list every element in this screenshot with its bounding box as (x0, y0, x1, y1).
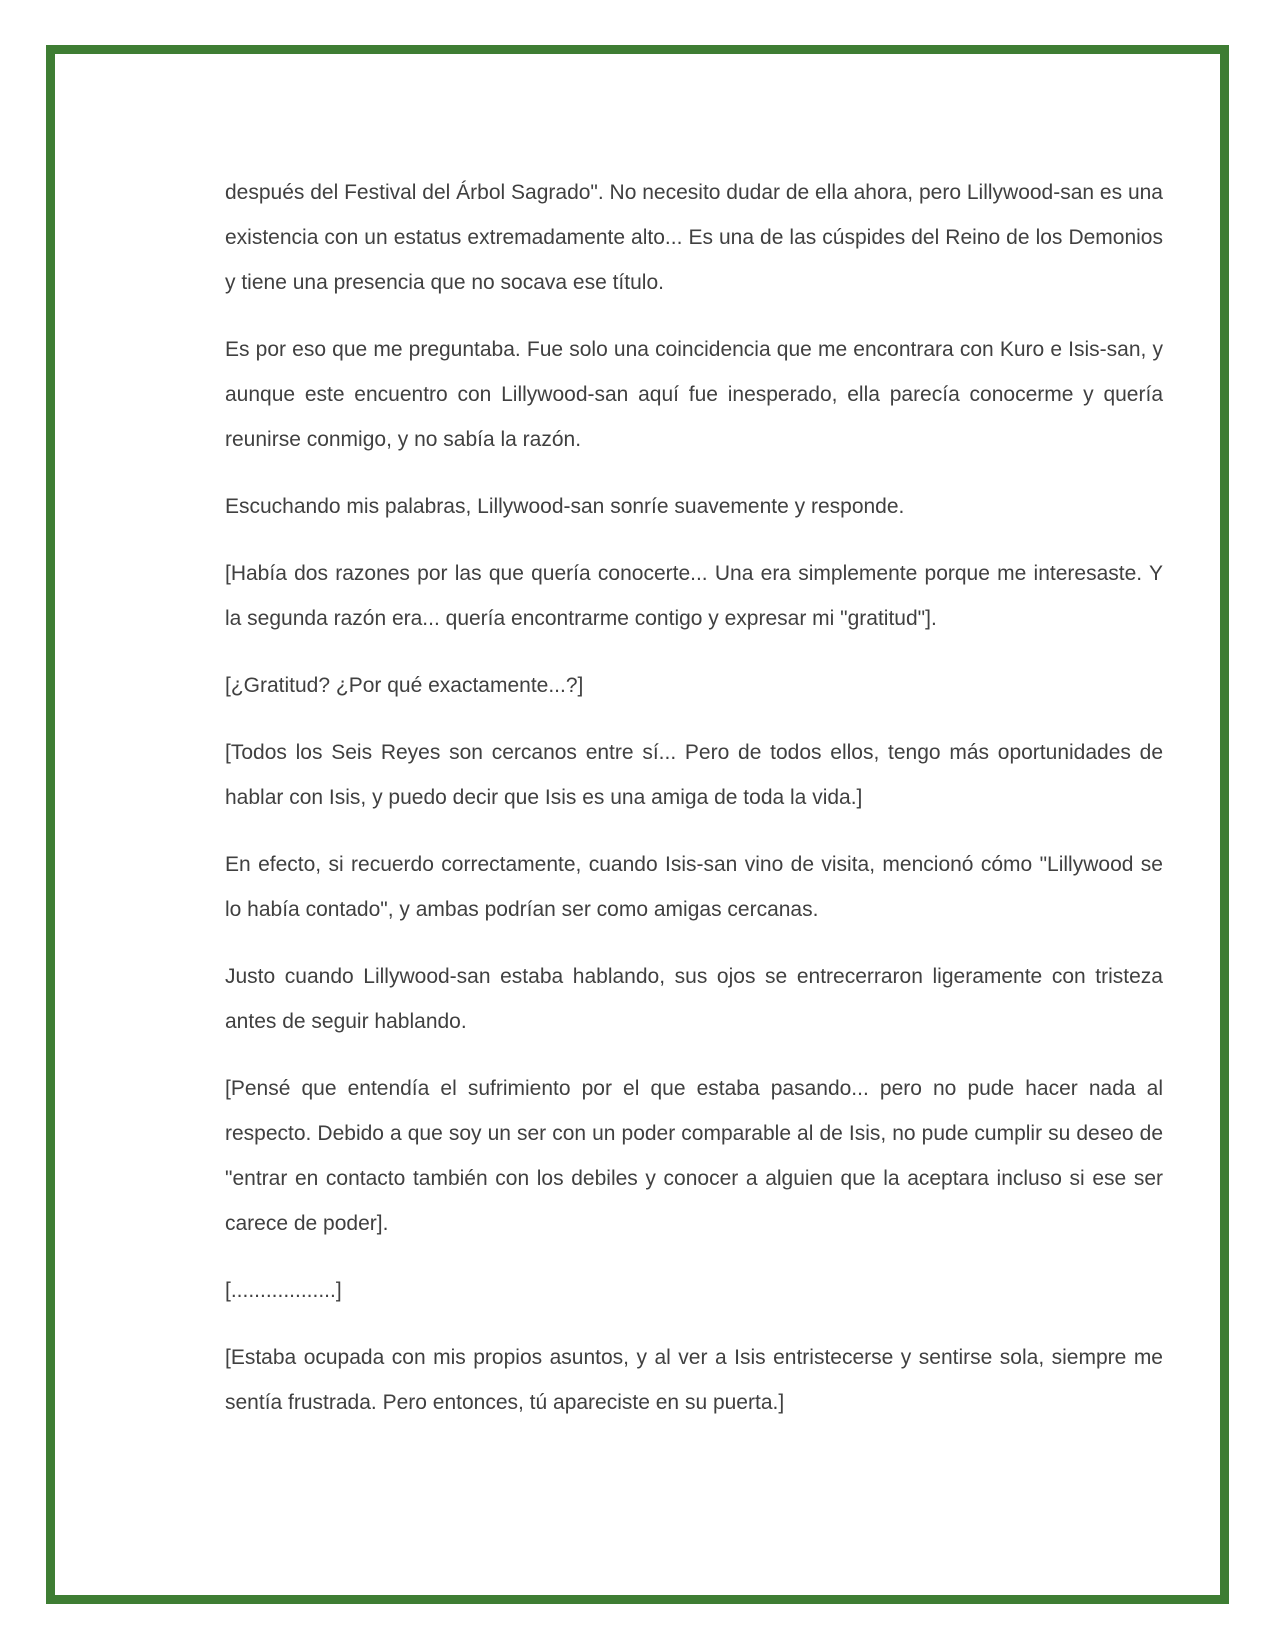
paragraph: [Estaba ocupada con mis propios asuntos, y al ver a Isis entristecerse y sentirse sola, siempre me sentía frustrada. Pero entonces, tú apareciste en su puerta.] (225, 1346, 1163, 1414)
paragraph: [..................] (225, 1279, 342, 1302)
paragraph: [Todos los Seis Reyes son cercanos entre sí... Pero de todos ellos, tengo más oportunidades de hablar con Isis, y puedo decir que Isis es una amiga de toda la vida.] (225, 741, 1163, 809)
paragraph: Es por eso que me preguntaba. Fue solo una coincidencia que me encontrara con Kuro e Isis-san, y aunque este encuentro con Lillywood-san aquí fue inesperado, ella parecía conocerme y quería reunirse conmigo, y no sabía la razón. (225, 338, 1163, 451)
paragraph: Justo cuando Lillywood-san estaba hablando, sus ojos se entrecerraron ligeramente con tristeza antes de seguir hablando. (225, 965, 1163, 1033)
paragraph: [Había dos razones por las que quería conocerte... Una era simplemente porque me interesaste. Y la segunda razón era... quería encontrarme contigo y expresar mi "gratitud"]. (225, 562, 1163, 630)
paragraph: Escuchando mis palabras, Lillywood-san sonríe suavemente y responde. (225, 495, 905, 518)
paragraph: [Pensé que entendía el sufrimiento por el que estaba pasando... pero no pude hacer nada al respecto. Debido a que soy un ser con un poder comparable al de Isis, no pude cumplir su deseo de "entrar en contacto también con los debiles y conocer a alguien que la aceptara incluso si ese ser carece de poder]. (225, 1077, 1163, 1235)
paragraph: después del Festival del Árbol Sagrado". No necesito dudar de ella ahora, pero Lillywood-san es una existencia con un estatus extremadamente alto... Es una de las cúspides del Reino de los Demonios y tiene una presencia que no socava ese título. (225, 181, 1163, 294)
page-border-frame (46, 45, 1229, 1604)
document-content (225, 170, 1163, 1425)
paragraph: En efecto, si recuerdo correctamente, cuando Isis-san vino de visita, mencionó cómo "Lillywood se lo había contado", y ambas podrían ser como amigas cercanas. (225, 853, 1163, 921)
paragraph: [¿Gratitud? ¿Por qué exactamente...?] (225, 674, 584, 697)
